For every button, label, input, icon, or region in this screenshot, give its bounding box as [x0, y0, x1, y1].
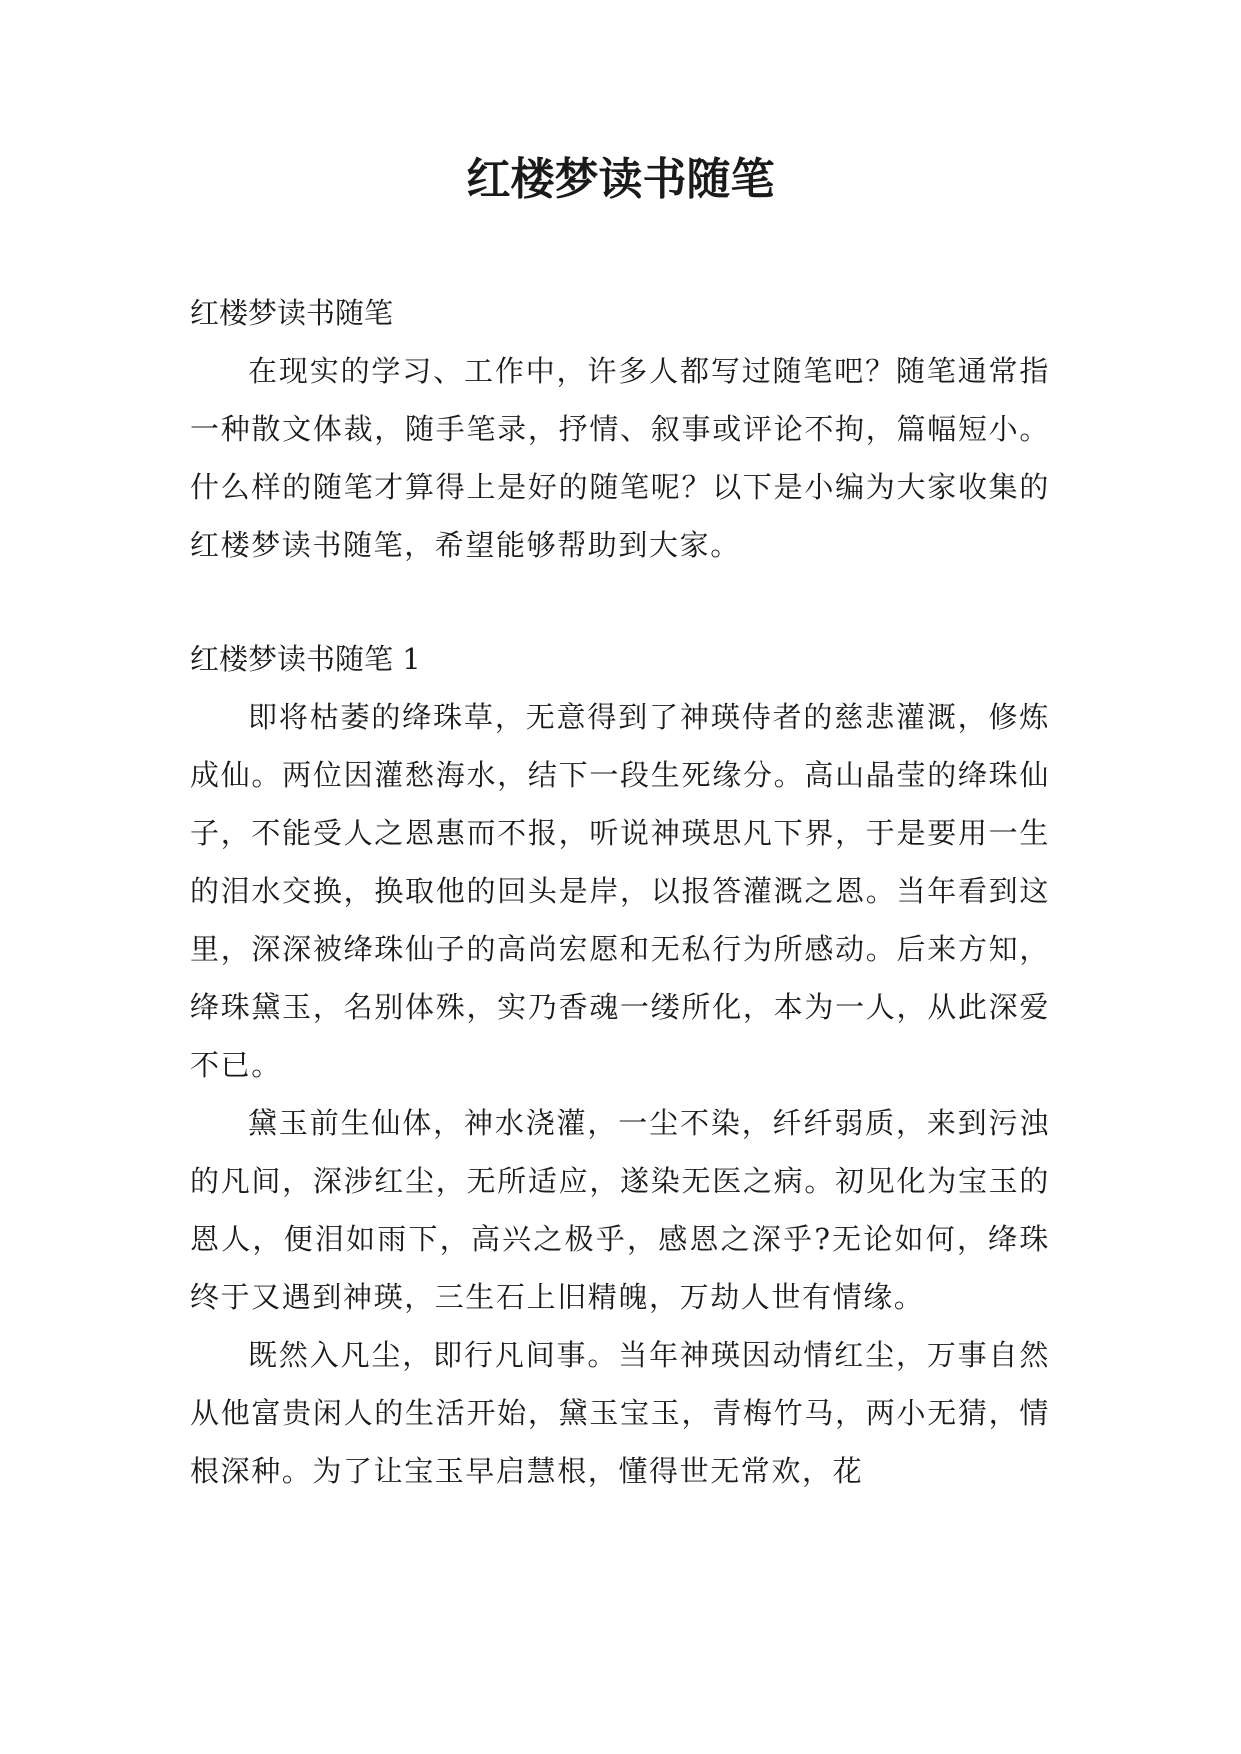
section-1-paragraph-2: 黛玉前生仙体，神水浇灌，一尘不染，纤纤弱质，来到污浊的凡间，深涉红尘，无所适应，遂染无医之病。初见化为宝玉的恩人，便泪如雨下，高兴之极乎，感恩之深乎?无论如何，绛珠终于又遇到神瑛，三生石上旧精魄，万劫人世有情缘。: [190, 1106, 1050, 1314]
section-spacer: [190, 574, 1050, 630]
section-1-heading: 红楼梦读书随笔 1: [190, 642, 421, 676]
document-title: 红楼梦读书随笔: [466, 154, 775, 205]
section-1-paragraph-3: 既然入凡尘，即行凡间事。当年神瑛因动情红尘，万事自然从他富贵闲人的生活开始，黛玉宝玉，青梅竹马，两小无猜，情根深种。为了让宝玉早启慧根，懂得世无常欢，花: [190, 1338, 1050, 1488]
intro-heading: 红楼梦读书随笔: [190, 296, 394, 330]
intro-paragraph: 在现实的学习、工作中，许多人都写过随笔吧？随笔通常指一种散文体裁，随手笔录，抒情、叙事或评论不拘，篇幅短小。什么样的随笔才算得上是好的随笔呢？以下是小编为大家收集的红楼梦读书随笔，希望能够帮助到大家。: [190, 354, 1050, 562]
document-body: [190, 284, 1050, 1500]
section-1-paragraph-1: 即将枯萎的绛珠草，无意得到了神瑛侍者的慈悲灌溉，修炼成仙。两位因灌愁海水，结下一段生死缘分。高山晶莹的绛珠仙子，不能受人之恩惠而不报，听说神瑛思凡下界，于是要用一生的泪水交换，换取他的回头是岸，以报答灌溉之恩。当年看到这里，深深被绛珠仙子的高尚宏愿和无私行为所感动。后来方知，绛珠黛玉，名别体殊，实乃香魂一缕所化，本为一人，从此深爱不已。: [190, 700, 1050, 1082]
